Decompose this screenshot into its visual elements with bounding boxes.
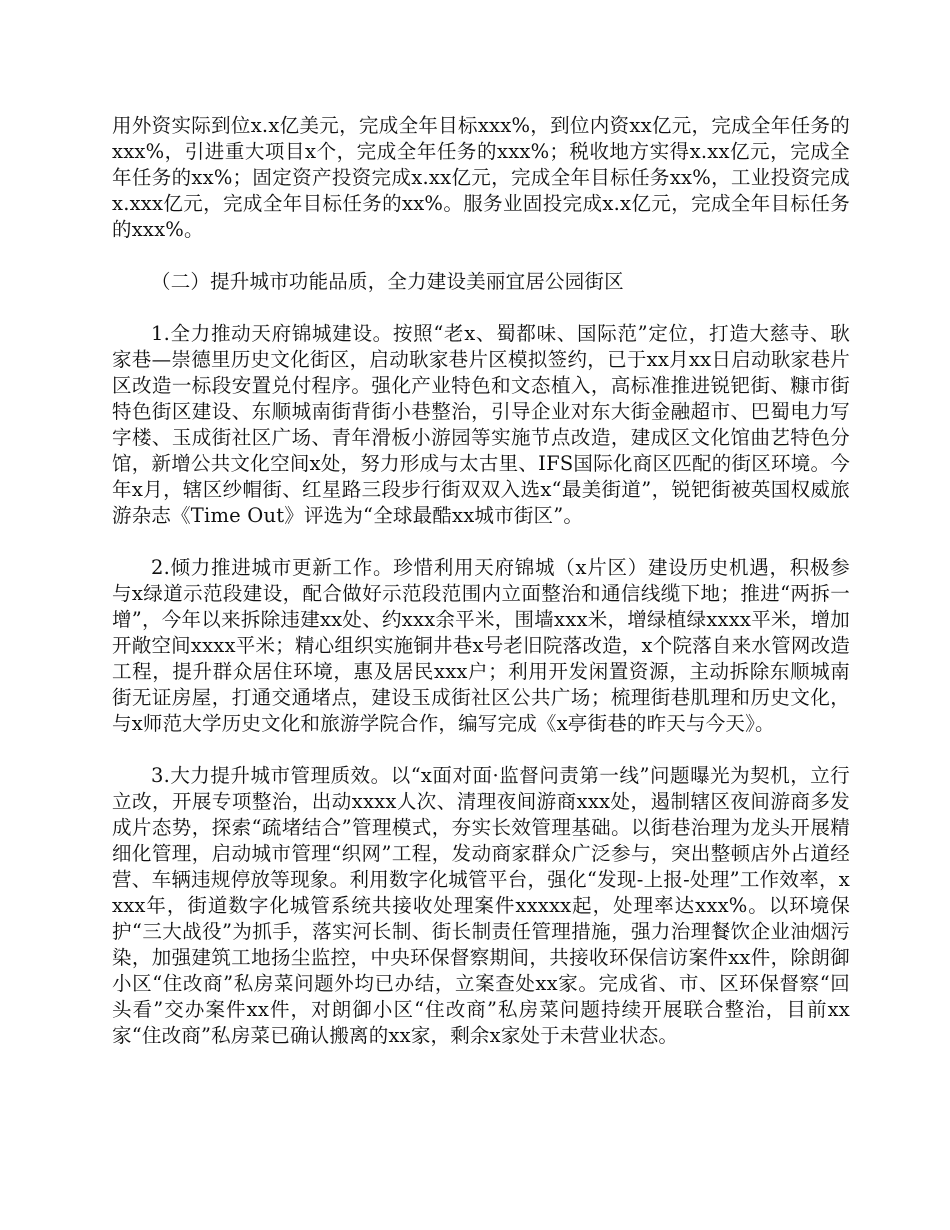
paragraph-urban-management: 3.大力提升城市管理质效。以“x面对面·监督问责第一线”问题曝光为契机，立行立改，开展专项整治，出动xxxx人次、清理夜间游商xxx处，遏制辖区夜间游商多发成片态势，探索“疏堵结合”管理模式，夯实长效管理基础。以街巷治理为龙头开展精细化管理，启动城市管理“织网”工程，发动商家群众广泛参与，突出整顿店外占道经营、车辆违规停放等现象。利用数字化城管平台，强化“发现-上报-处理”工作效率，xxxx年，街道数字化城管系统共接收处理案件xxxxx起，处理率达xxx%。以环境保护“三大战役”为抓手，落实河长制、街长制责任管理措施，强力治理餐饮企业油烟污染，加强建筑工地扬尘监控，中央环保督察期间，共接收环保信访案件xx件，除朗御小区“住改商”私房菜问题外均已办结，立案查处xx家。完成省、市、区环保督察“回头看”交办案件xx件，对朗御小区“住改商”私房菜问题持续开展联合整治，目前xx家“住改商”私房菜已确认搬离的xx家，剩余x家处于未营业状态。 (112, 764, 850, 1047)
paragraph-tianfu-jincheng: 1.全力推动天府锦城建设。按照“老x、蜀都味、国际范”定位，打造大慈寺、耿家巷—崇德里历史文化街区，启动耿家巷片区模拟签约，已于xx月xx日启动耿家巷片区改造一标段安置兑付程序。强化产业特色和文态植入，高标准推进锐钯街、糠市街特色街区建设、东顺城南街背街小巷整治，引导企业对东大街金融超市、巴蜀电力写字楼、玉成街社区广场、青年滑板小游园等实施节点改造，建成区文化馆曲艺特色分馆，新增公共文化空间x处，努力形成与太古里、IFS国际化商区匹配的街区环境。今年x月，辖区纱帽街、红星路三段步行街双双入选x“最美街道”，锐钯街被英国权威旅游杂志《Time Out》评选为“全球最酷xx城市街区”。 (112, 322, 850, 527)
document-body (112, 113, 850, 1075)
paragraph-investment-summary: 用外资实际到位x.x亿美元，完成全年目标xxx%，到位内资xx亿元，完成全年任务的xxx%，引进重大项目x个，完成全年任务的xxx%；税收地方实得x.xx亿元，完成全年任务的xx%；固定资产投资完成x.xx亿元，完成全年目标任务xx%，工业投资完成x.xxx亿元，完成全年目标任务的xx%。服务业固投完成x.x亿元，完成全年目标任务的xxx%。 (112, 114, 850, 241)
section-heading-urban-quality: （二）提升城市功能品质，全力建设美丽宜居公园街区 (151, 270, 624, 293)
paragraph-urban-renewal: 2.倾力推进城市更新工作。珍惜利用天府锦城（x片区）建设历史机遇，积极参与x绿道示范段建设，配合做好示范段范围内立面整治和通信线缆下地；推进“两拆一增”，今年以来拆除违建xx处、约xxx余平米，围墙xxx米，增绿植绿xxxx平米，增加开敞空间xxxx平米；精心组织实施铜井巷x号老旧院落改造，x个院落自来水管网改造工程，提升群众居住环境，惠及居民xxx户；利用开发闲置资源，主动拆除东顺城南街无证房屋，打通交通堵点，建设玉成街社区公共广场；梳理街巷肌理和历史文化，与x师范大学历史文化和旅游学院合作，编写完成《x亭街巷的昨天与今天》。 (112, 556, 850, 735)
